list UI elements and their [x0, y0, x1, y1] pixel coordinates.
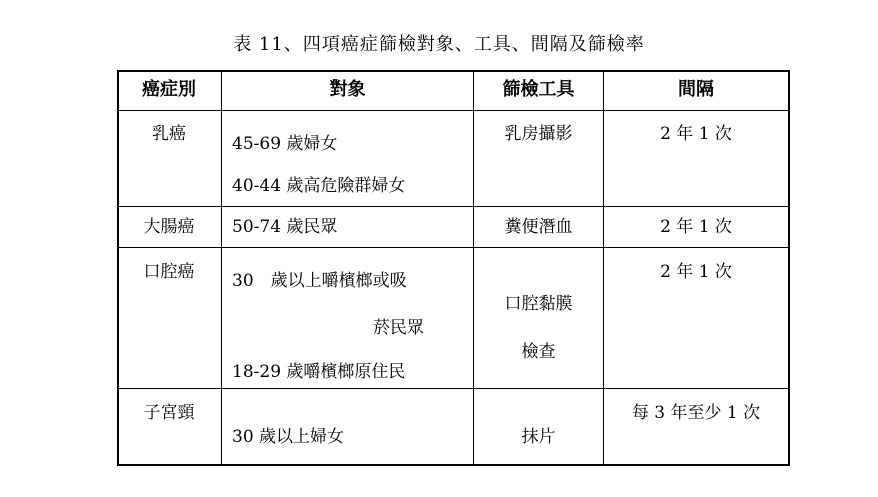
row1-cancer: 乳癌: [152, 124, 186, 144]
row4-interval: 每 3 年至少 1 次: [631, 403, 761, 423]
table-border-bottom: [117, 464, 790, 466]
row2-target-line1: 50-74 歲民眾: [232, 217, 338, 237]
header-interval: 間隔: [678, 79, 714, 100]
row1-target-line1: 45-69 歲婦女: [232, 134, 338, 154]
screening-table: [117, 70, 790, 466]
row3-target-line1: 30 歲以上嚼檳榔或吸: [232, 271, 407, 291]
row3-target-line3: 18-29 歲嚼檳榔原住民: [232, 362, 406, 382]
row-divider: [117, 206, 790, 207]
row4-cancer: 子宮頸: [143, 403, 195, 423]
table-border-right: [788, 70, 790, 466]
row3-target-line2: 菸民眾: [373, 318, 424, 338]
column-divider: [221, 70, 222, 466]
header-cancer-type: 癌症別: [142, 79, 196, 100]
row2-interval: 2 年 1 次: [660, 217, 732, 237]
table-border-top: [117, 70, 790, 72]
row1-tool: 乳房攝影: [504, 124, 573, 144]
row3-tool-line2: 檢查: [521, 342, 556, 362]
row-divider: [117, 247, 790, 248]
row2-cancer: 大腸癌: [143, 217, 195, 237]
header-tool: 篩檢工具: [502, 79, 575, 100]
row3-tool-line1: 口腔黏膜: [504, 294, 573, 314]
header-target: 對象: [329, 79, 366, 100]
row-divider: [117, 110, 790, 111]
row1-target-line2: 40-44 歲高危險群婦女: [232, 176, 406, 196]
row2-tool: 糞便潛血: [504, 217, 573, 237]
row4-tool: 抹片: [521, 427, 556, 447]
row-divider: [117, 388, 790, 389]
row4-target-line1: 30 歲以上婦女: [232, 427, 345, 447]
row3-cancer: 口腔癌: [143, 262, 195, 282]
row1-interval: 2 年 1 次: [660, 124, 732, 144]
row3-interval: 2 年 1 次: [660, 262, 732, 282]
table-caption: 表 11、四項癌症篩檢對象、工具、間隔及篩檢率: [233, 34, 645, 55]
